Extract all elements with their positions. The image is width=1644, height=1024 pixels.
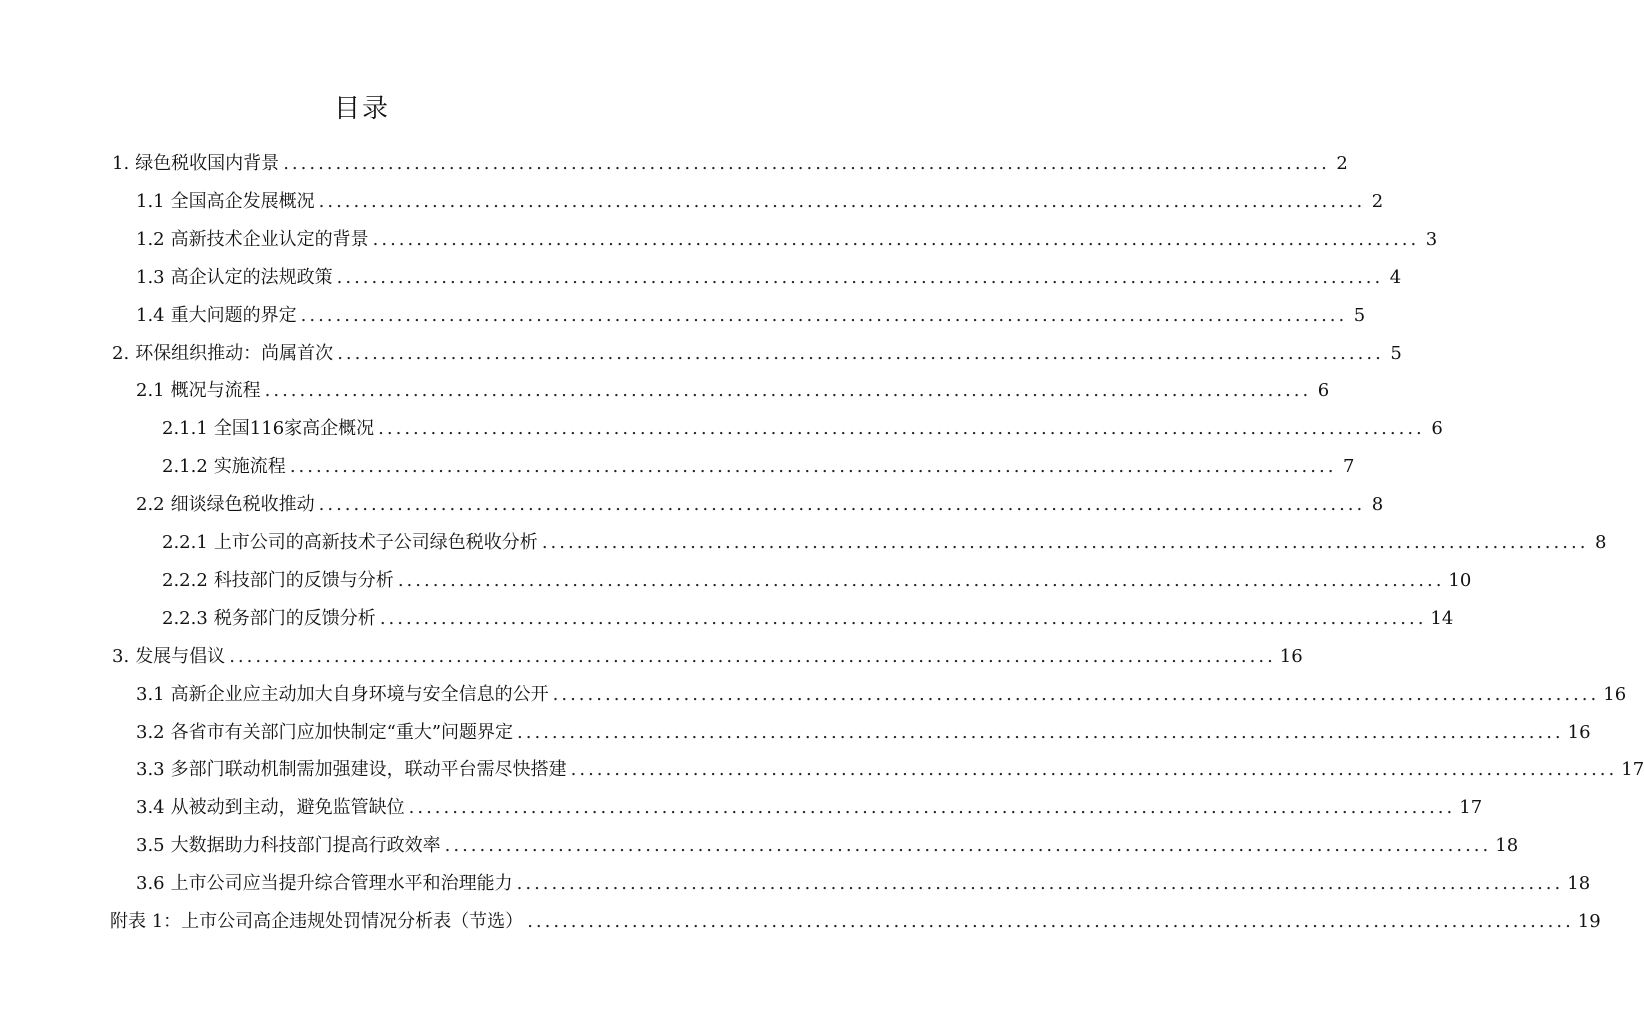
toc-entry-label: 大数据助力科技部门提高行政效率 (170, 835, 441, 857)
toc-entry-number: 3.2 (136, 721, 165, 743)
toc-entry-label: 各省市有关部门应加快制定“重大”问题界定 (170, 721, 514, 743)
toc-entry-number: 2.2.2 (162, 569, 208, 591)
toc-entry-page: 2 (1371, 190, 1384, 212)
toc-entry-number: 1.2 (136, 228, 165, 250)
toc-entry[interactable] (162, 417, 1443, 441)
toc-entry-label: 绿色税收国内背景 (135, 153, 280, 174)
toc-entry-number: 1.1 (136, 190, 165, 212)
toc-entry-label: 全国高企发展概况 (170, 190, 315, 212)
toc-dot-leader: ........................................................................................................................ (541, 532, 1589, 553)
toc-entry-label: 上市公司应当提升综合管理水平和治理能力 (170, 873, 513, 895)
toc-entry-label: 概况与流程 (170, 380, 261, 402)
toc-entry[interactable] (136, 190, 1384, 214)
toc-entry-number: 3.5 (136, 835, 165, 857)
toc-entry-page: 17 (1459, 797, 1483, 819)
toc-entry-page: 16 (1567, 721, 1591, 743)
toc-dot-leader: ........................................................................................................................ (289, 456, 1337, 478)
toc-entry[interactable] (136, 266, 1402, 290)
toc-entry[interactable] (162, 531, 1607, 555)
toc-entry-number: 3.4 (136, 797, 165, 819)
toc-entry-page: 14 (1430, 607, 1454, 629)
toc-entry-page: 2 (1336, 153, 1348, 174)
toc-entry-number: 3. (112, 645, 130, 667)
toc-entry[interactable] (136, 379, 1330, 403)
toc-entry-number: 3.1 (136, 683, 165, 705)
toc-title: 目录 (333, 94, 390, 124)
toc-entry-number: 2.1.1 (162, 418, 208, 440)
toc-entry[interactable] (112, 152, 1348, 176)
toc-dot-leader: ........................................................................................................................ (397, 569, 1445, 591)
toc-entry-label: 从被动到主动，避免监管缺位 (170, 797, 405, 819)
toc-dot-leader: ........................................................................................................................ (570, 759, 1618, 781)
toc-entry-page: 5 (1390, 342, 1402, 364)
toc-entry-label: 全国116家高企概况 (213, 418, 375, 440)
toc-entry[interactable] (136, 493, 1384, 517)
toc-entry-page: 3 (1425, 228, 1438, 250)
toc-entry-page: 16 (1603, 683, 1627, 705)
toc-entry-page: 4 (1389, 266, 1402, 288)
toc-entry-number: 1.3 (136, 266, 165, 288)
toc-entry-page: 8 (1371, 494, 1384, 516)
toc-entry-label: 高企认定的法规政策 (170, 266, 333, 288)
toc-entry[interactable] (136, 834, 1519, 858)
toc-entry-number: 1. (112, 153, 130, 174)
toc-entry-number: 2.2.1 (162, 532, 208, 553)
toc-dot-leader: ........................................................................................................................ (283, 153, 1330, 174)
toc-entry-number: 3.3 (136, 759, 165, 781)
toc-entry-label: 实施流程 (213, 456, 286, 478)
toc-entry-number: 3.6 (136, 873, 165, 895)
toc-entry-number: 2.2 (136, 494, 165, 516)
toc-entry-page: 10 (1448, 569, 1472, 591)
toc-entry-page: 7 (1342, 456, 1355, 478)
toc-entry-label: 多部门联动机制需加强建设，联动平台需尽快搭建 (170, 759, 567, 781)
toc-entry-number: 2.1.2 (162, 456, 208, 478)
toc-entry[interactable] (162, 607, 1454, 631)
toc-entry-page: 6 (1431, 418, 1443, 440)
toc-dot-leader: ........................................................................................................................ (378, 418, 1425, 440)
toc-entry-label: 重大问题的界定 (170, 304, 297, 326)
toc-dot-leader: ........................................................................................................................ (337, 342, 1384, 364)
toc-entry[interactable] (162, 569, 1472, 593)
toc-dot-leader: ........................................................................................................................ (300, 304, 1348, 326)
toc-dot-leader: ........................................................................................................................ (516, 873, 1564, 895)
toc-entry-number: 2.2.3 (162, 607, 208, 629)
toc-entry-label: 高新企业应主动加大自身环境与安全信息的公开 (170, 683, 549, 705)
toc-entry[interactable] (112, 342, 1402, 366)
toc-entry-number: 1.4 (136, 304, 165, 326)
toc-dot-leader: ........................................................................................................................ (444, 835, 1492, 857)
toc-entry[interactable] (110, 910, 1601, 934)
toc-dot-leader: ........................................................................................................................ (527, 911, 1574, 932)
toc-dot-leader: ........................................................................................................................ (264, 380, 1312, 402)
toc-entry-page: 8 (1594, 532, 1607, 553)
toc-entry-label: 发展与倡议 (135, 645, 226, 667)
toc-entry-page: 6 (1317, 380, 1330, 402)
toc-entry-label: 细谈绿色税收推动 (170, 494, 315, 516)
toc-dot-leader: ........................................................................................................................ (372, 228, 1420, 250)
toc-entry-number: 2.1 (136, 380, 165, 402)
toc-dot-leader: ........................................................................................................................ (517, 721, 1564, 743)
toc-entry-page: 18 (1567, 873, 1591, 895)
toc-entry-label: 高新技术企业认定的背景 (170, 228, 369, 250)
toc-entry[interactable] (136, 796, 1483, 820)
toc-dot-leader: ........................................................................................................................ (336, 266, 1384, 288)
toc-dot-leader: ........................................................................................................................ (552, 683, 1600, 705)
toc-entry-label: 上市公司高企违规处罚情况分析表（节选） (181, 911, 524, 932)
toc-entry[interactable] (136, 872, 1591, 896)
toc-entry-label: 环保组织推动：尚属首次 (135, 342, 334, 364)
toc-entry-label: 税务部门的反馈分析 (213, 607, 376, 629)
toc-entry[interactable] (136, 721, 1591, 745)
toc-entry-page: 19 (1577, 911, 1601, 932)
toc-entry[interactable] (162, 455, 1355, 479)
toc-entry-page: 17 (1621, 759, 1644, 781)
toc-entry[interactable] (136, 228, 1438, 252)
toc-entry[interactable] (136, 304, 1366, 328)
toc-entry[interactable] (112, 645, 1303, 669)
toc-dot-leader: ........................................................................................................................ (229, 645, 1276, 667)
toc-entry[interactable] (136, 758, 1644, 782)
toc-entry-page: 5 (1353, 304, 1366, 326)
toc-entry-number: 附表 1： (110, 911, 182, 932)
toc-dot-leader: ........................................................................................................................ (408, 797, 1456, 819)
toc-entry[interactable] (136, 683, 1627, 707)
toc-entry-label: 科技部门的反馈与分析 (213, 569, 394, 591)
toc-dot-leader: ........................................................................................................................ (379, 607, 1427, 629)
toc-entry-number: 2. (112, 342, 130, 364)
toc-dot-leader: ........................................................................................................................ (318, 494, 1366, 516)
toc-dot-leader: ........................................................................................................................ (318, 190, 1366, 212)
toc-entry-label: 上市公司的高新技术子公司绿色税收分析 (213, 532, 538, 553)
toc-entry-page: 16 (1279, 645, 1303, 667)
toc-entry-page: 18 (1495, 835, 1519, 857)
